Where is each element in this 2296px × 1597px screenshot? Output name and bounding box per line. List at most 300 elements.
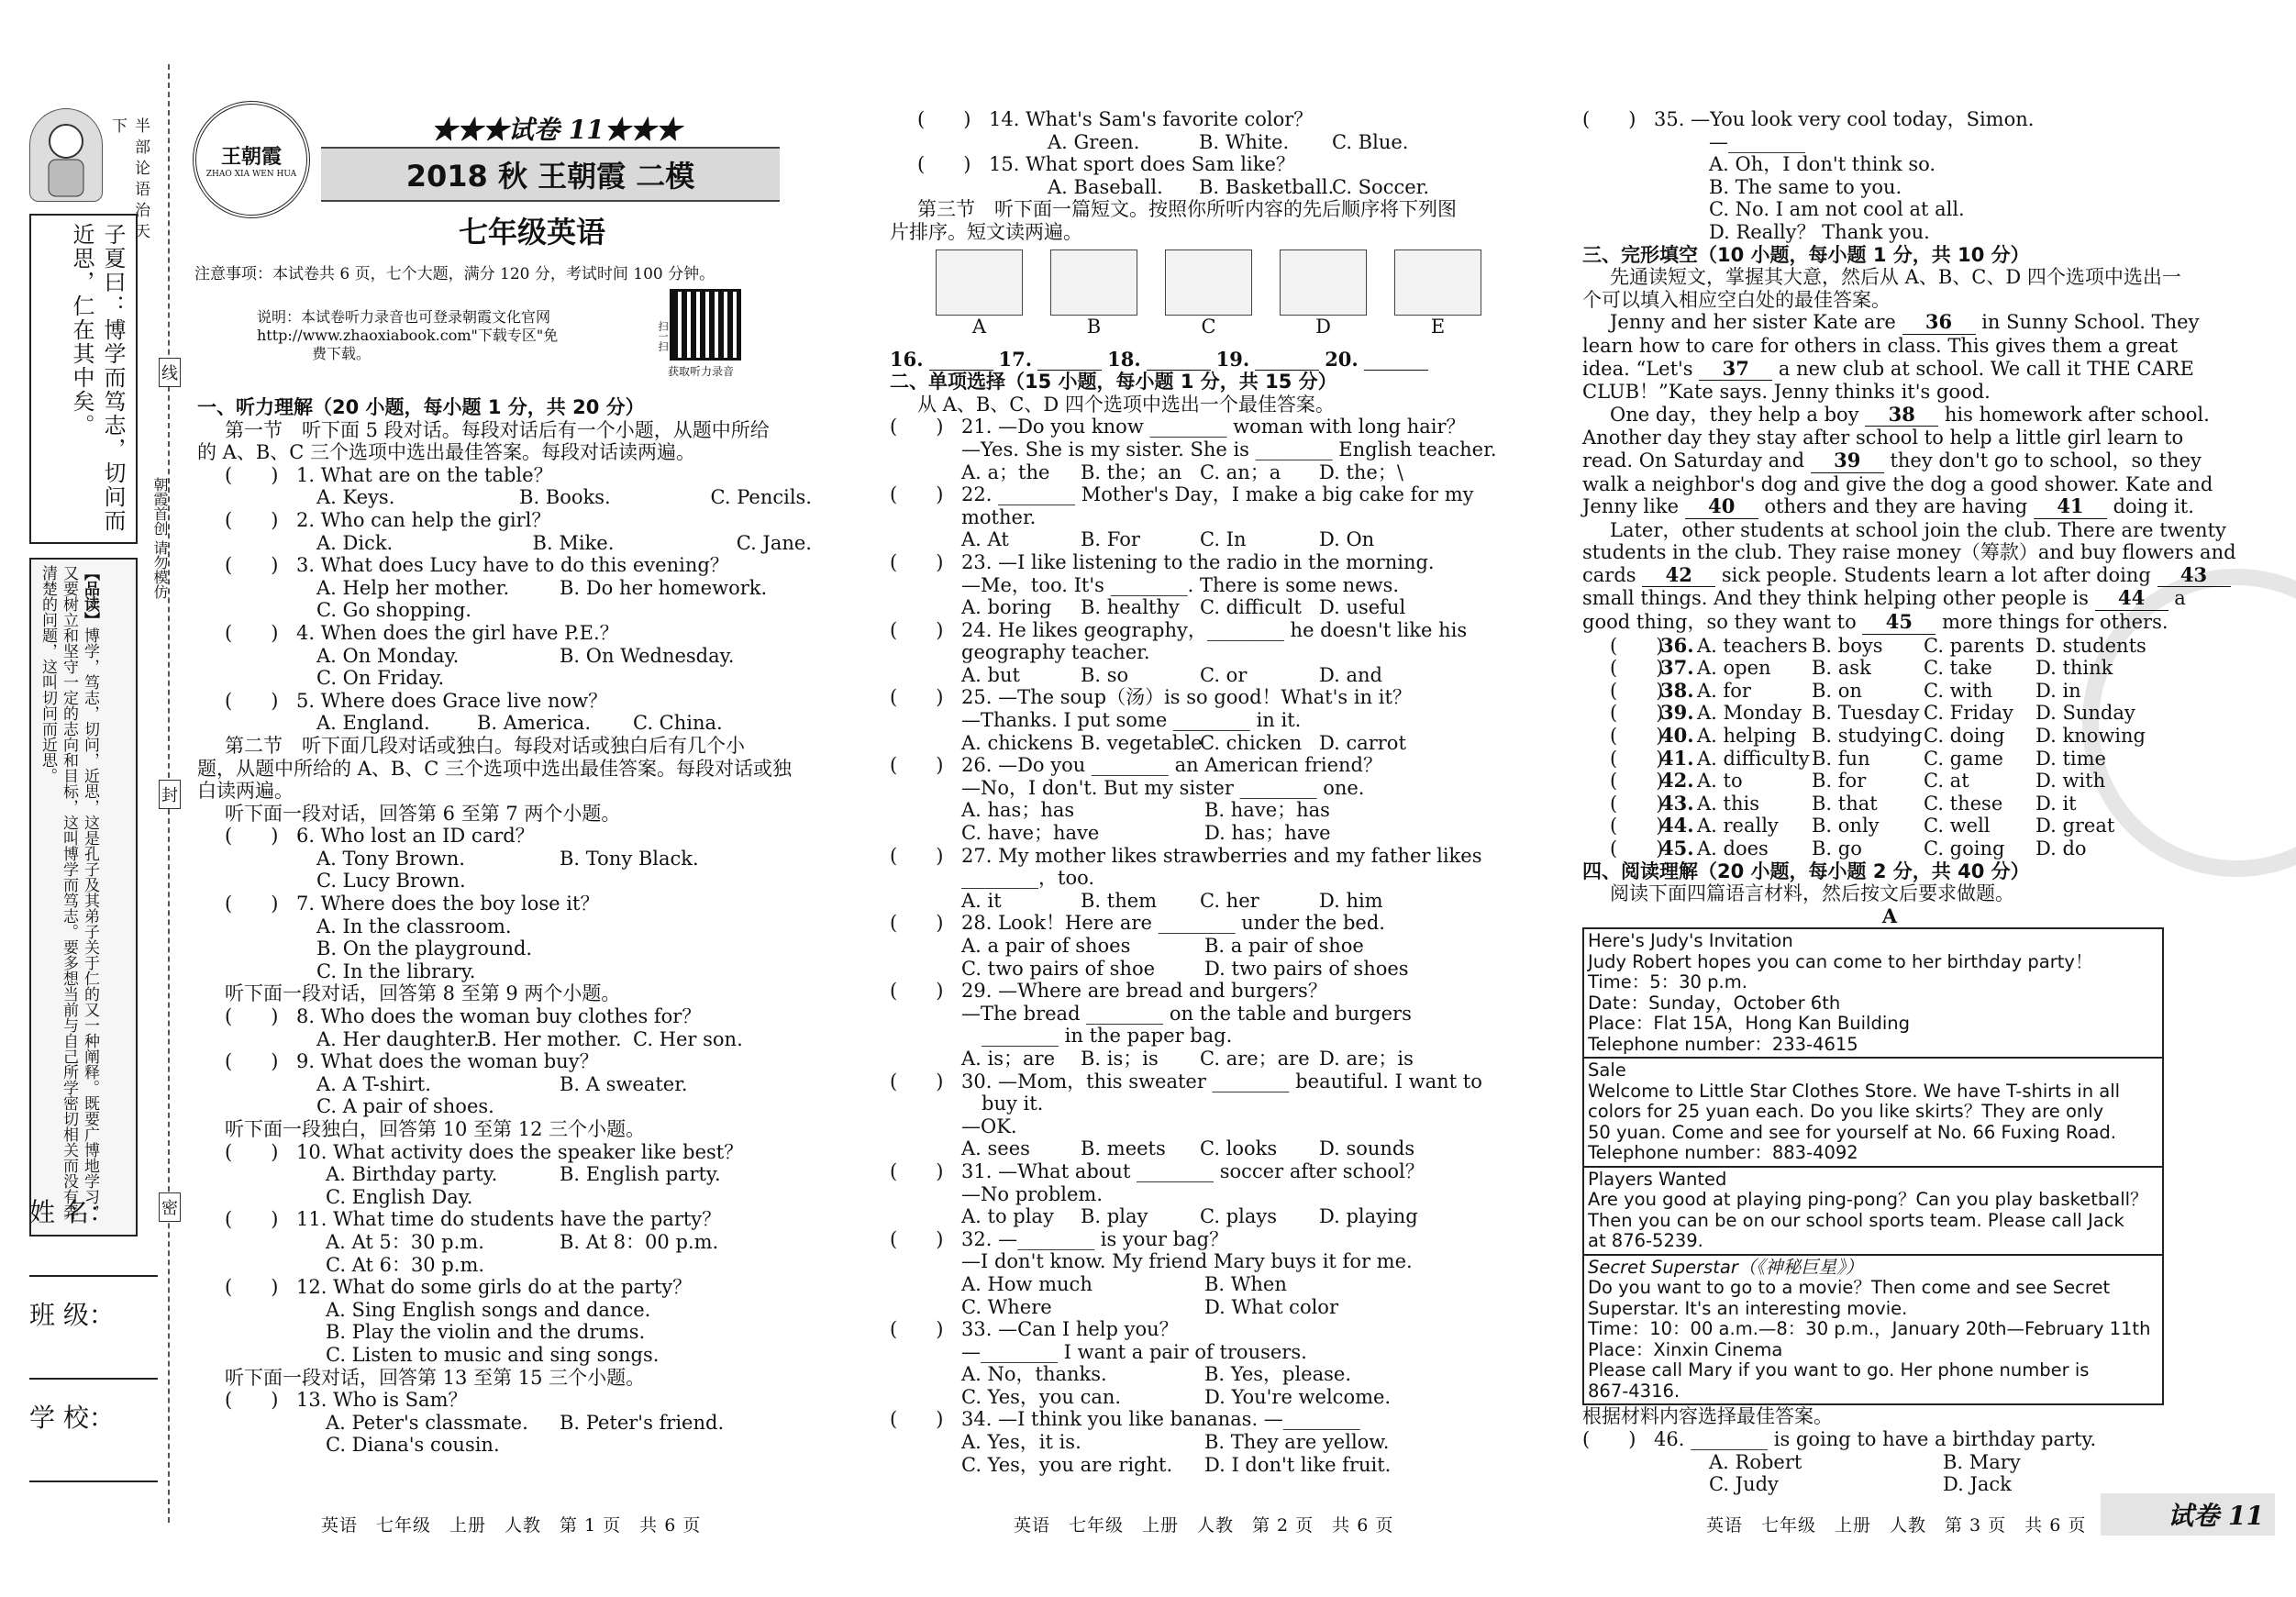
text-line: 6. Who lost an ID card？ xyxy=(296,825,535,848)
option-d[interactable]: D. Sunday xyxy=(2035,702,2135,725)
answer-paren[interactable]: ( ) xyxy=(917,153,971,176)
question-35 xyxy=(1582,108,2197,131)
cloze-question xyxy=(1582,680,2197,703)
answer-paren[interactable]: ( ) xyxy=(225,689,279,712)
text-line: 25. —The soup（汤）is so good！What's in it？ xyxy=(961,686,1412,709)
sec1-title: 一、听力理解（20 小题，每小题 1 分，共 20 分） xyxy=(197,396,645,418)
answer-paren[interactable]: ( ) xyxy=(225,893,279,915)
option-a[interactable]: A. really xyxy=(1697,815,1779,837)
answer-paren[interactable]: ( ) xyxy=(1610,702,1664,725)
option-c[interactable]: C. At 6：30 p.m. xyxy=(326,1253,485,1276)
answer-paren[interactable]: ( ) xyxy=(890,980,944,1003)
option-a[interactable]: A. Green. xyxy=(1048,130,1140,153)
text-line: C. are；are xyxy=(1200,1047,1310,1070)
option-d[interactable]: D. knowing xyxy=(2035,725,2146,748)
option-c[interactable]: C. English Day. xyxy=(326,1185,473,1208)
options-24 xyxy=(890,664,1504,687)
part3-intro-1: 第三节 听下面一篇短文。按照你所听内容的先后顺序将下列图 xyxy=(917,198,1457,221)
option-12b[interactable]: B. Play the violin and the drums. xyxy=(326,1321,646,1344)
option-a[interactable]: A. difficulty xyxy=(1697,747,1810,770)
option-d[interactable]: D. do xyxy=(2035,837,2087,859)
option-b[interactable]: B. on xyxy=(1812,679,1862,702)
option-b[interactable]: B. fun xyxy=(1812,747,1870,770)
option-a[interactable]: A. this xyxy=(1697,792,1759,815)
option-c[interactable]: C. On Friday. xyxy=(316,667,445,690)
text-line: B xyxy=(1086,315,1102,338)
question-13 xyxy=(197,1389,812,1412)
answer-paren[interactable]: ( ) xyxy=(1610,747,1664,770)
text-line: 30. —Mom，this sweater ________ beautiful. I want to xyxy=(961,1070,1482,1092)
question-number: 40. xyxy=(1660,724,1694,748)
cloze-question xyxy=(1582,725,2197,748)
text-line: A xyxy=(971,315,987,338)
text-line: 34. —I think you like bananas. —________ xyxy=(961,1408,1360,1431)
option-b[interactable]: B. Tuesday xyxy=(1812,702,1920,725)
options-29 xyxy=(890,1048,1504,1070)
cloze-passage xyxy=(1582,310,2236,634)
answer-paren[interactable]: ( ) xyxy=(890,416,944,438)
passage-line xyxy=(1582,335,2197,358)
text-line: C. In xyxy=(1200,528,1247,551)
text-line: ________，too. xyxy=(961,867,1095,890)
text-line: C. No. I am not cool at all. xyxy=(1709,198,1965,221)
text-line: A. How much xyxy=(961,1272,1093,1295)
text-line: 26. —Do you ________ an American friend？ xyxy=(961,754,1382,777)
sec4-intro: 阅读下面四篇语言材料，然后按文后要求做题。 xyxy=(1610,882,2014,905)
option-b[interactable]: B. Tony Black. xyxy=(560,847,699,870)
option-a[interactable]: A. open xyxy=(1697,657,1771,680)
option-a[interactable]: A. Her daughter. xyxy=(316,1027,480,1050)
motto-label: 半部论语治天下 xyxy=(108,117,150,244)
option-c[interactable]: C. A pair of shoes. xyxy=(316,1095,494,1118)
question-27 xyxy=(890,845,1504,868)
cloze-blank[interactable]: 41 xyxy=(2034,495,2107,519)
answer-paren[interactable]: ( ) xyxy=(225,621,279,644)
option-b[interactable]: B. that xyxy=(1812,792,1878,815)
answer-paren[interactable]: ( ) xyxy=(890,550,944,573)
option-c[interactable]: C. Diana's cousin. xyxy=(326,1434,500,1457)
passage-line xyxy=(1582,562,2208,588)
option-c[interactable]: C. Friday xyxy=(1924,702,2013,725)
page2-column xyxy=(890,108,1504,1476)
answer-paren[interactable]: ( ) xyxy=(890,844,944,867)
text-line: D. playing xyxy=(1319,1205,1418,1228)
question-8 xyxy=(197,1005,812,1028)
option-7b[interactable]: B. On the playground. xyxy=(316,937,533,960)
text-line: A. At xyxy=(961,528,1009,551)
option-b[interactable]: B. ask xyxy=(1812,657,1871,680)
passage-text: learn how to care for others in class. This gives them a great xyxy=(1582,334,2179,357)
answer-paren[interactable]: ( ) xyxy=(225,1140,279,1163)
ad-invitation xyxy=(1584,929,2162,1057)
option-b[interactable]: B. boys xyxy=(1812,634,1883,657)
text-line: C. chicken xyxy=(1200,731,1303,754)
text-line: buy it. xyxy=(982,1092,1044,1115)
text-line: B. They are yellow. xyxy=(1204,1431,1390,1454)
question-number: 43. xyxy=(1660,791,1694,815)
option-b[interactable]: B. studying xyxy=(1812,725,1923,748)
text-line: 16. xyxy=(890,347,924,371)
text-line: C. looks xyxy=(1200,1137,1278,1160)
text-line: 4. When does the girl have P.E.？ xyxy=(296,621,619,644)
option-c[interactable]: C. going xyxy=(1924,837,2005,859)
text-line: B. so xyxy=(1081,663,1129,686)
option-c[interactable]: C. Lucy Brown. xyxy=(316,870,466,893)
option-a[interactable]: A. Monday xyxy=(1697,702,1802,725)
answer-paren[interactable]: ( ) xyxy=(890,1318,944,1341)
answer-paren[interactable]: ( ) xyxy=(890,483,944,506)
answer-paren[interactable]: ( ) xyxy=(1610,725,1664,748)
text-line: D. the；\ xyxy=(1319,460,1403,483)
passage-text: Jenny like xyxy=(1582,495,1685,518)
passage-line xyxy=(1582,495,2197,519)
text-line: 22. ________ Mother's Day，I make a big cake for my xyxy=(961,483,1474,506)
qr-side: 扫一扫 xyxy=(657,321,669,351)
text-line: B. them xyxy=(1081,889,1158,912)
answer-paren[interactable]: ( ) xyxy=(890,1227,944,1250)
option-a[interactable]: A. Birthday party. xyxy=(326,1163,498,1186)
answer-paren[interactable]: ( ) xyxy=(1582,1427,1636,1450)
option-a[interactable]: A. Help her mother. xyxy=(316,576,510,599)
option-b[interactable]: B. Mike. xyxy=(532,531,615,554)
option-c[interactable]: C. parents xyxy=(1924,634,2024,657)
answer-paren[interactable]: ( ) xyxy=(1610,770,1664,793)
name-field[interactable] xyxy=(29,1238,158,1277)
option-d[interactable]: D. think xyxy=(2035,657,2113,680)
answer-paren[interactable]: ( ) xyxy=(225,1208,279,1231)
option-a[interactable]: A. At 5：30 p.m. xyxy=(326,1230,484,1253)
cloze-question xyxy=(1582,635,2197,658)
question-number: 41. xyxy=(1660,746,1694,770)
page2-footer: 英语 七年级 上册 人教 第 2 页 共 6 页 xyxy=(1014,1515,1394,1536)
passage-text: walk a neighbor's dog and give the dog a good shower. Kate and xyxy=(1582,472,2213,495)
option-b[interactable]: B. A sweater. xyxy=(560,1072,688,1095)
text-line: D. What color xyxy=(1204,1295,1338,1318)
text-line: A. has；has xyxy=(961,799,1075,822)
text-line: —No，I don't. But my sister ________ one. xyxy=(961,776,1365,799)
text-line: —I don't know. My friend Mary buys it for me. xyxy=(961,1250,1413,1273)
cloze-blank[interactable]: 44 xyxy=(2095,587,2168,611)
text-line: B. Mary xyxy=(1943,1450,2021,1473)
text-line: A. chickens xyxy=(961,731,1073,754)
logo xyxy=(193,101,310,218)
answer-paren[interactable]: ( ) xyxy=(225,1276,279,1299)
answer-paren[interactable]: ( ) xyxy=(890,1408,944,1431)
answer-paren[interactable]: ( ) xyxy=(890,1159,944,1182)
option-a[interactable]: A. teachers xyxy=(1697,634,1808,657)
option-c[interactable]: C. these xyxy=(1924,792,2003,815)
option-a[interactable]: A. Peter's classmate. xyxy=(326,1411,528,1434)
passage-text: Another day they stay after school to help a little girl learn to xyxy=(1582,427,2184,449)
blank-16[interactable] xyxy=(929,349,993,372)
option-a[interactable]: A. Dick. xyxy=(316,531,394,554)
answer-paren[interactable]: ( ) xyxy=(1610,815,1664,837)
question-22 xyxy=(890,483,1504,506)
option-c[interactable]: C. Jane. xyxy=(736,531,812,554)
answer-paren[interactable]: ( ) xyxy=(890,912,944,935)
blank-18[interactable] xyxy=(1147,349,1211,372)
class-field[interactable] xyxy=(29,1341,158,1380)
text-line: B. play xyxy=(1081,1205,1148,1228)
option-a[interactable]: A. A T-shirt. xyxy=(316,1072,431,1095)
option-a[interactable]: A. to xyxy=(1697,770,1743,793)
option-12a[interactable]: A. Sing English songs and dance. xyxy=(326,1298,651,1321)
option-12c[interactable]: C. Listen to music and sing songs. xyxy=(326,1343,660,1366)
option-c[interactable]: C. take xyxy=(1924,657,1992,680)
text-line: C. two pairs of shoe xyxy=(961,957,1156,980)
sec4-title: 四、阅读理解（20 小题，每小题 2 分，共 40 分） xyxy=(1582,859,2030,882)
option-a[interactable]: A. helping xyxy=(1697,725,1797,748)
answer-paren[interactable]: ( ) xyxy=(890,1070,944,1092)
option-c[interactable]: C. well xyxy=(1924,815,1991,837)
class-label: 班 级： xyxy=(29,1300,115,1330)
question-number: 37. xyxy=(1660,656,1694,680)
option-b[interactable]: B. English party. xyxy=(560,1163,721,1186)
option-a[interactable]: A. does xyxy=(1697,837,1769,859)
option-c[interactable]: C. Soccer. xyxy=(1332,175,1430,198)
ad-line: 867-4316. xyxy=(1588,1380,1680,1402)
ad-line: colors for 25 yuan each. Do you like skirts？They are only xyxy=(1588,1101,2104,1123)
option-b[interactable]: B. only xyxy=(1812,815,1880,837)
review-text: 博学，笃志，切问，近思，这是孔子及其弟子关于仁的又一种阐释。既要广博地学习，又要树立和坚守一定的志向和目标，这叫博学而笃志。要多想当前与自己所学密切相关而没有弄清楚的问题，这叫切问而近思。 xyxy=(39,565,99,1220)
option-d[interactable]: D. time xyxy=(2035,747,2106,770)
option-d[interactable]: D. students xyxy=(2035,634,2146,657)
question-number: 36. xyxy=(1660,633,1694,657)
answer-paren[interactable]: ( ) xyxy=(225,1389,279,1412)
question-11 xyxy=(197,1208,812,1231)
text-line: —Me，too. It's ________. There is some news. xyxy=(961,573,1400,596)
desc-line-3: 费下载。 xyxy=(312,345,372,362)
options-34 xyxy=(890,1431,1504,1454)
text-line: 5. Where does Grace live now？ xyxy=(296,689,608,712)
question-number: 39. xyxy=(1660,701,1694,725)
lead-2: 听下面一段对话，回答第 8 至第 9 两个小题。 xyxy=(225,982,621,1005)
option-c[interactable]: C. doing xyxy=(1924,725,2005,748)
sec2-intro: 从 A、B、C、D 四个选项中选出一个最佳答案。 xyxy=(917,393,1335,416)
cloze-blank[interactable]: 45 xyxy=(1862,611,1936,635)
text-line: C. or xyxy=(1200,663,1248,686)
desc-line-1: 说明：本试卷听力录音也可登录朝霞文化官网 xyxy=(257,308,551,326)
blank-20[interactable] xyxy=(1364,349,1428,372)
part1-intro-2: 的 A、B、C 三个选项中选出最佳答案。每段对话读两遍。 xyxy=(197,441,696,464)
options-6 xyxy=(197,848,812,871)
question-6 xyxy=(197,825,812,848)
ad-line: Secret Superstar（《神秘巨星》） xyxy=(1588,1256,1864,1278)
text-line: 23. —I like listening to the radio in the morning. xyxy=(961,550,1435,573)
answer-paren[interactable]: ( ) xyxy=(1582,108,1636,130)
subject-title: 七年级英语 xyxy=(459,215,606,250)
option-d[interactable]: D. in xyxy=(2035,679,2081,702)
option-a[interactable]: A. Keys. xyxy=(316,486,395,509)
cloze-blank[interactable]: 36 xyxy=(1902,311,1976,335)
ad-line: 50 yuan. Come and see for yourself at No. 66 Fuxing Road. xyxy=(1588,1121,2116,1143)
text-line: C. Judy xyxy=(1709,1473,1779,1496)
cloze-question xyxy=(1582,657,2197,680)
passage-label: A xyxy=(1881,904,1898,927)
text-line: D. and xyxy=(1319,663,1382,686)
passage-text: a xyxy=(2168,587,2186,610)
question-row xyxy=(890,958,1504,981)
answer-paren[interactable]: ( ) xyxy=(225,508,279,531)
text-line: E xyxy=(1430,315,1446,338)
option-b[interactable]: B. Books. xyxy=(519,486,611,509)
after-boxes: 根据材料内容选择最佳答案。 xyxy=(1582,1405,1833,1428)
options-13 xyxy=(197,1412,812,1435)
option-c[interactable]: C. Blue. xyxy=(1332,130,1409,153)
answer-paren[interactable]: ( ) xyxy=(917,108,971,130)
answer-paren[interactable]: ( ) xyxy=(890,618,944,641)
option-a[interactable]: A. On Monday. xyxy=(316,644,460,667)
text-line: C. Yes，you are right. xyxy=(961,1453,1173,1476)
ad-line: Telephone number：233-4615 xyxy=(1588,1033,1858,1055)
answer-paren[interactable]: ( ) xyxy=(1610,679,1664,702)
question-row xyxy=(890,1454,1504,1477)
text-line: 46. ________ is going to have a birthday party. xyxy=(1654,1427,2097,1450)
answer-paren[interactable]: ( ) xyxy=(890,754,944,777)
blank-19[interactable] xyxy=(1255,349,1319,372)
text-line: 13. Who is Sam？ xyxy=(296,1389,468,1412)
option-c[interactable]: C. with xyxy=(1924,679,1993,702)
sec3-intro-2: 个可以填入相应空白处的最佳答案。 xyxy=(1582,288,1891,311)
option-b[interactable]: B. On Wednesday. xyxy=(560,644,735,667)
option-b[interactable]: B. America. xyxy=(477,712,592,735)
passage-text: good thing，so they want to xyxy=(1582,611,1863,634)
option-b[interactable]: B. Do her homework. xyxy=(560,576,768,599)
option-b[interactable]: B. for xyxy=(1812,770,1867,793)
order-blanks xyxy=(890,349,1504,372)
options-15 xyxy=(890,176,1504,199)
review-box xyxy=(29,558,138,1237)
options-33 xyxy=(890,1363,1504,1386)
qr-code[interactable] xyxy=(670,289,741,360)
option-a[interactable]: A. Baseball. xyxy=(1048,175,1163,198)
text-line: 32. —________ is your bag？ xyxy=(961,1227,1229,1250)
option-a[interactable]: A. for xyxy=(1697,679,1751,702)
option-b[interactable]: B. go xyxy=(1812,837,1862,859)
passage-text: doing it. xyxy=(2106,495,2194,518)
desc xyxy=(257,308,558,363)
text-line: 7. Where does the boy lose it？ xyxy=(296,893,600,915)
cloze-blank[interactable]: 37 xyxy=(1699,358,1772,382)
ad-sale xyxy=(1584,1057,2162,1166)
option-c[interactable]: C. game xyxy=(1924,747,2003,770)
option-d[interactable]: D. with xyxy=(2035,770,2106,793)
option-b[interactable]: B. Her mother. xyxy=(477,1027,622,1050)
text-line: 35. —You look very cool today，Simon. xyxy=(1654,108,2035,130)
question-21 xyxy=(890,416,1504,438)
answer-paren[interactable]: ( ) xyxy=(890,686,944,709)
answer-paren[interactable]: ( ) xyxy=(225,825,279,848)
option-c[interactable]: C. Her son. xyxy=(633,1027,743,1050)
option-c[interactable]: C. at xyxy=(1924,770,1969,793)
text-line: 10. What activity does the speaker like best？ xyxy=(296,1140,744,1163)
answer-paren[interactable]: ( ) xyxy=(1610,634,1664,657)
sage-portrait xyxy=(29,108,103,202)
lead-1: 听下面一段对话，回答第 6 至第 7 两个小题。 xyxy=(225,802,621,825)
text-line: 12. What do some girls do at the party？ xyxy=(296,1276,693,1299)
text-line: 20. xyxy=(1325,347,1359,371)
question-5 xyxy=(197,690,812,713)
part2-intro-1: 第二节 听下面几段对话或独白。每段对话或独白后有几个小 xyxy=(225,734,745,757)
text-line: D. him xyxy=(1319,889,1383,912)
option-c[interactable]: C. China. xyxy=(633,712,723,735)
ad-line: Judy Robert hopes you can come to her birthday party！ xyxy=(1588,950,2093,972)
answer-paren[interactable]: ( ) xyxy=(225,1005,279,1028)
answer-paren[interactable]: ( ) xyxy=(225,1050,279,1073)
text-line: C. have；have xyxy=(961,822,1100,845)
passage-text: a new club at school. We call it THE CARE xyxy=(1772,357,2194,380)
answer-paren[interactable]: ( ) xyxy=(225,554,279,577)
text-line: D. On xyxy=(1319,528,1375,551)
sec3-title: 三、完形填空（10 小题，每小题 1 分，共 10 分） xyxy=(1582,243,2030,266)
option-a[interactable]: A. England. xyxy=(316,712,430,735)
text-line: A. but xyxy=(961,663,1020,686)
option-b[interactable]: B. White. xyxy=(1199,130,1290,153)
text-line: D. You're welcome. xyxy=(1204,1385,1392,1408)
text-line: —The bread ________ on the table and burgers xyxy=(961,1002,1412,1025)
cloze-blank[interactable]: 39 xyxy=(1811,449,1884,473)
text-line: A. it xyxy=(961,889,1002,912)
passage-line xyxy=(1582,611,2197,635)
question-34 xyxy=(890,1408,1504,1431)
option-a[interactable]: A. Tony Brown. xyxy=(316,847,465,870)
text-line: A. a pair of shoes xyxy=(961,935,1131,957)
ad-line: Place：Xinxin Cinema xyxy=(1588,1338,1783,1360)
question-29 xyxy=(890,980,1504,1003)
answer-paren[interactable]: ( ) xyxy=(1610,792,1664,815)
answer-paren[interactable]: ( ) xyxy=(1610,657,1664,680)
ad-line: at 876-5239. xyxy=(1588,1230,1703,1252)
cloze-blank[interactable]: 42 xyxy=(1642,564,1715,588)
option-d[interactable]: D. it xyxy=(2035,792,2077,815)
option-7a[interactable]: A. In the classroom. xyxy=(316,915,512,937)
text-line: A. No，thanks. xyxy=(961,1363,1107,1386)
question-4 xyxy=(197,622,812,645)
blank-17[interactable] xyxy=(1037,349,1102,372)
desc-line-2: http://www.zhaoxiabook.com"下载专区"免 xyxy=(257,327,559,344)
question-10 xyxy=(197,1141,812,1164)
option-b[interactable]: B. Peter's friend. xyxy=(560,1411,725,1434)
text-line: —________ I want a pair of trousers. xyxy=(961,1340,1307,1363)
options-1 xyxy=(197,486,812,509)
cloze-blank[interactable]: 40 xyxy=(1685,495,1758,519)
school-field[interactable] xyxy=(29,1444,158,1482)
option-c[interactable]: C. Pencils. xyxy=(710,486,812,509)
option-c[interactable]: C. Go shopping. xyxy=(316,599,471,622)
text-line: —Yes. She is my sister. She is ________ English teacher. xyxy=(961,438,1497,460)
passage-line xyxy=(1582,402,2210,427)
passage-text: students in the club. They raise money（筹款）and buy flowers and xyxy=(1582,541,2236,564)
passage-text: idea. “Let's xyxy=(1582,357,1700,380)
answer-paren[interactable]: ( ) xyxy=(1610,837,1664,859)
text-line: 18. xyxy=(1107,347,1141,371)
text-line: 33. —Can I help you？ xyxy=(961,1318,1179,1341)
cloze-blank[interactable]: 43 xyxy=(2157,564,2231,588)
options-25 xyxy=(890,732,1504,755)
option-b[interactable]: B. Basketball. xyxy=(1199,175,1335,198)
passage-line xyxy=(1582,541,2236,564)
cloze-blank[interactable]: 38 xyxy=(1865,404,1938,427)
text-line: A. Robert xyxy=(1709,1450,1802,1473)
options-10c xyxy=(197,1186,812,1209)
page1-footer: 英语 七年级 上册 人教 第 1 页 共 6 页 xyxy=(321,1515,702,1536)
question-31 xyxy=(890,1160,1504,1183)
option-b[interactable]: B. At 8：00 p.m. xyxy=(560,1230,719,1253)
option-d[interactable]: D. great xyxy=(2035,815,2115,837)
option-7c[interactable]: C. In the library. xyxy=(316,959,476,982)
answer-paren[interactable]: ( ) xyxy=(225,463,279,486)
part2-intro-3: 白读两遍。 xyxy=(197,780,294,803)
